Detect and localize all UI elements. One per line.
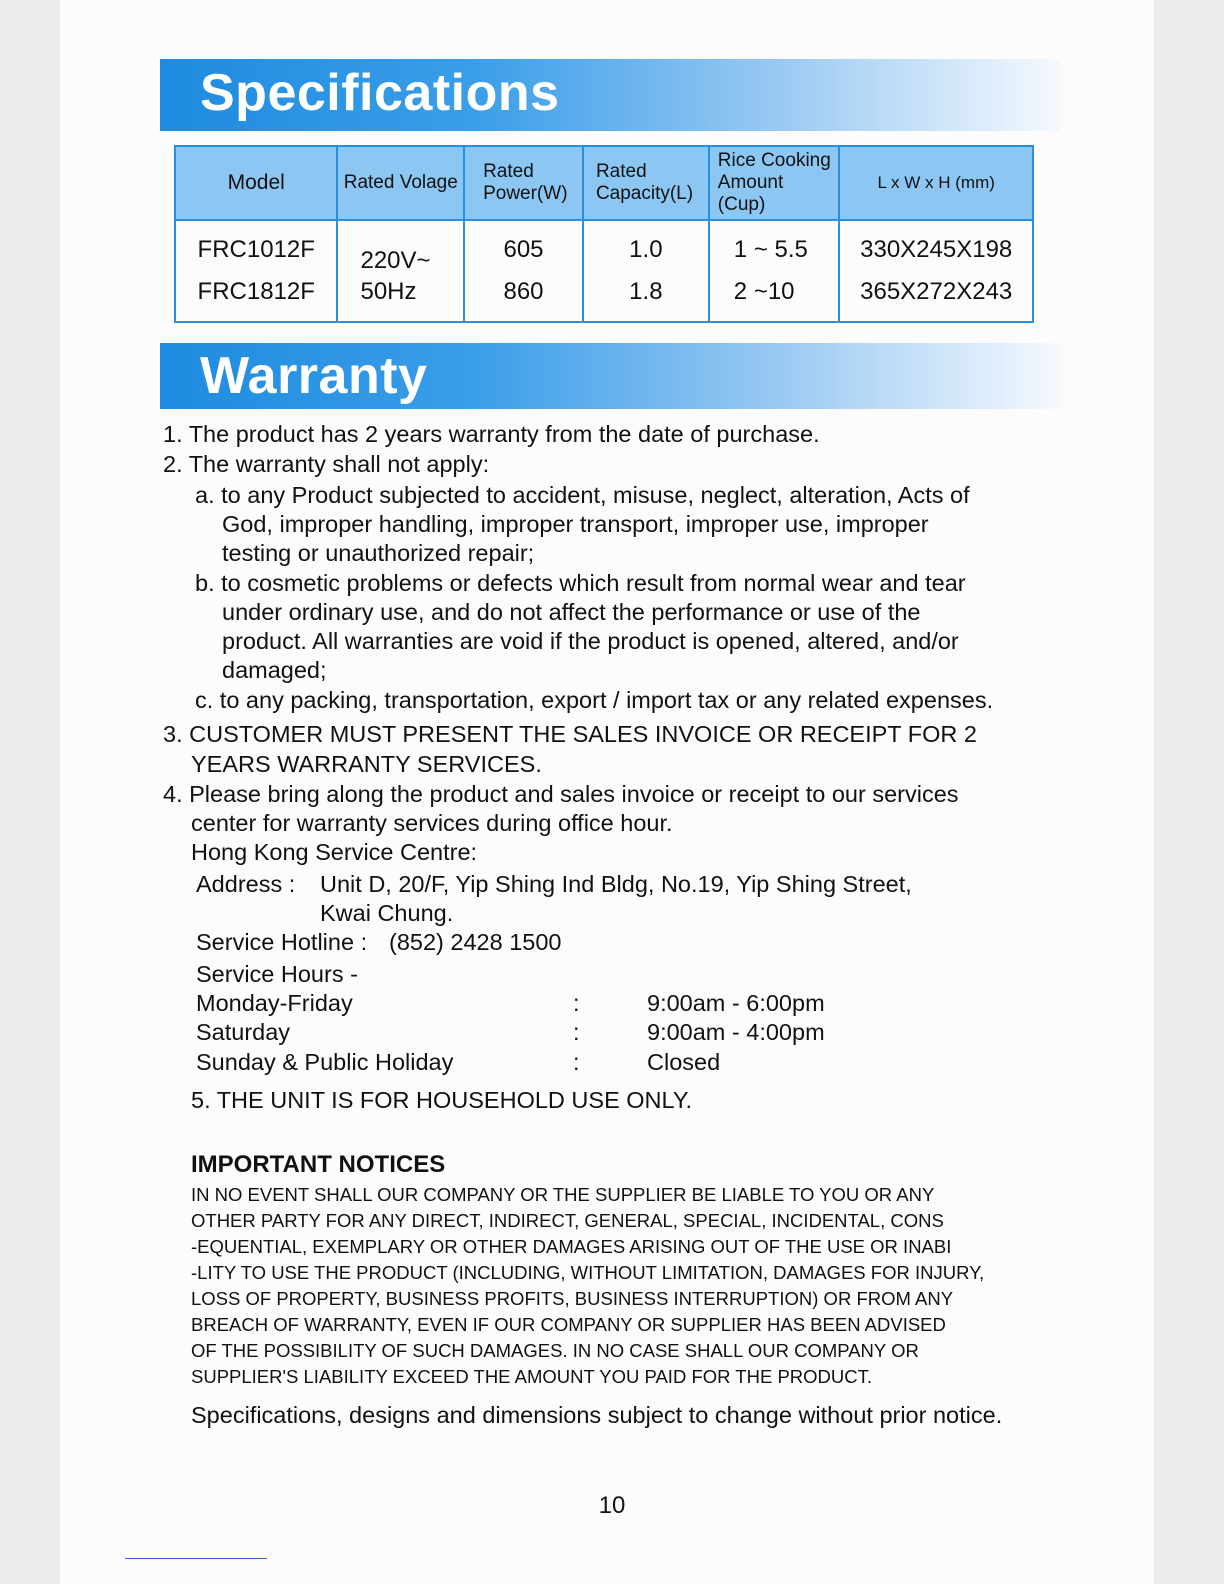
- table-header-row: [175, 146, 1033, 220]
- voltage-value: 220V~: [360, 247, 431, 274]
- dimensions-value: 365X272X243: [860, 278, 1013, 305]
- header-power: Rated Power(W): [464, 146, 583, 220]
- cups-value: 1 ~ 5.5: [733, 236, 808, 263]
- warranty-item-1: 1. The product has 2 years warranty from the date of purchase.: [163, 421, 820, 447]
- cell-models: [175, 220, 337, 322]
- warranty-sub-a-line: testing or unauthorized repair;: [222, 540, 535, 566]
- capacity-value: 1.0: [629, 236, 663, 263]
- notice-line: OTHER PARTY FOR ANY DIRECT, INDIRECT, GENERAL, SPECIAL, INCIDENTAL, CONS: [191, 1210, 944, 1231]
- dimensions-value: 330X245X198: [860, 236, 1013, 263]
- header-cups: Rice Cooking Amount (Cup): [709, 146, 840, 220]
- notice-line: -LITY TO USE THE PRODUCT (INCLUDING, WITHOUT LIMITATION, DAMAGES FOR INJURY,: [191, 1262, 985, 1283]
- cell-power: [464, 220, 583, 322]
- capacity-value: 1.8: [629, 278, 663, 305]
- power-value: 605: [503, 236, 544, 263]
- warranty-sub-a-line: a. to any Product subjected to accident, misuse, neglect, alteration, Acts of: [195, 482, 970, 508]
- warranty-item-3-line: YEARS WARRANTY SERVICES.: [191, 751, 542, 777]
- notice-line: SUPPLIER'S LIABILITY EXCEED THE AMOUNT YOU PAID FOR THE PRODUCT.: [191, 1366, 873, 1387]
- hours-time: 9:00am - 4:00pm: [647, 1019, 825, 1045]
- cell-capacity: [583, 220, 709, 322]
- header-voltage: Rated Volage: [337, 146, 464, 220]
- important-notices-body: [191, 1182, 1071, 1390]
- hours-day: Sunday & Public Holiday: [196, 1049, 454, 1075]
- warranty-sub-c: c. to any packing, transportation, export / import tax or any related expenses.: [195, 687, 994, 713]
- warranty-item-4-line: 4. Please bring along the product and sales invoice or receipt to our services: [163, 781, 959, 807]
- hours-separator: :: [573, 990, 580, 1016]
- table-row: [175, 220, 1033, 322]
- cups-value: 2 ~10: [733, 278, 795, 305]
- hotline-label: Service Hotline :: [196, 929, 368, 955]
- warranty-item-5: 5. THE UNIT IS FOR HOUSEHOLD USE ONLY.: [191, 1087, 693, 1113]
- model-name: FRC1812F: [197, 278, 315, 305]
- header-model: Model: [175, 146, 337, 220]
- warranty-sub-b-line: b. to cosmetic problems or defects which result from normal wear and tear: [195, 570, 966, 596]
- cell-voltage: [337, 220, 464, 322]
- header-dimensions: L x W x H (mm): [839, 146, 1033, 220]
- hours-day: Saturday: [196, 1019, 291, 1045]
- notice-line: IN NO EVENT SHALL OUR COMPANY OR THE SUPPLIER BE LIABLE TO YOU OR ANY: [191, 1184, 935, 1205]
- hours-separator: :: [573, 1019, 580, 1045]
- frequency-value: 50Hz: [360, 278, 417, 305]
- address-label: Address :: [196, 871, 296, 897]
- hotline-number: (852) 2428 1500: [389, 929, 562, 955]
- notice-line: LOSS OF PROPERTY, BUSINESS PROFITS, BUSINESS INTERRUPTION) OR FROM ANY: [191, 1288, 954, 1309]
- cell-dimensions: [839, 220, 1033, 322]
- notice-line: BREACH OF WARRANTY, EVEN IF OUR COMPANY OR SUPPLIER HAS BEEN ADVISED: [191, 1314, 946, 1335]
- cell-cups: [709, 220, 840, 322]
- warranty-banner: [160, 343, 1060, 409]
- hours-day: Monday-Friday: [196, 990, 353, 1016]
- address-line: Kwai Chung.: [320, 900, 454, 926]
- warranty-title: Warranty: [200, 347, 428, 405]
- specifications-banner: [160, 59, 1060, 131]
- warranty-item-4-line: center for warranty services during office hour.: [191, 810, 673, 836]
- warranty-sub-b-line: under ordinary use, and do not affect the performance or use of the: [222, 599, 921, 625]
- page-number: 10: [598, 1492, 626, 1519]
- hours-time: 9:00am - 6:00pm: [647, 990, 825, 1016]
- warranty-item-2: 2. The warranty shall not apply:: [163, 451, 490, 477]
- warranty-sub-b-line: damaged;: [222, 657, 327, 683]
- model-name: FRC1012F: [197, 236, 315, 263]
- specifications-title: Specifications: [200, 64, 560, 122]
- important-notices-heading: IMPORTANT NOTICES: [191, 1151, 446, 1178]
- power-value: 860: [503, 278, 544, 305]
- warranty-item-3-line: 3. CUSTOMER MUST PRESENT THE SALES INVOICE OR RECEIPT FOR 2: [163, 721, 977, 747]
- address-line: Unit D, 20/F, Yip Shing Ind Bldg, No.19, Yip Shing Street,: [320, 871, 912, 897]
- hours-separator: :: [573, 1049, 580, 1075]
- warranty-sub-a-line: God, improper handling, improper transport, improper use, improper: [222, 511, 929, 537]
- service-centre-label: Hong Kong Service Centre:: [191, 839, 478, 865]
- notice-line: -EQUENTIAL, EXEMPLARY OR OTHER DAMAGES ARISING OUT OF THE USE OR INABI: [191, 1236, 952, 1257]
- header-capacity: Rated Capacity(L): [583, 146, 709, 220]
- specifications-table: [174, 145, 1034, 323]
- bottom-divider: [125, 1558, 267, 1559]
- hours-time: Closed: [647, 1049, 721, 1075]
- change-notice: Specifications, designs and dimensions subject to change without prior notice.: [191, 1402, 1003, 1428]
- service-hours-label: Service Hours -: [196, 961, 358, 987]
- warranty-sub-b-line: product. All warranties are void if the product is opened, altered, and/or: [222, 628, 959, 654]
- notice-line: OF THE POSSIBILITY OF SUCH DAMAGES. IN NO CASE SHALL OUR COMPANY OR: [191, 1340, 919, 1361]
